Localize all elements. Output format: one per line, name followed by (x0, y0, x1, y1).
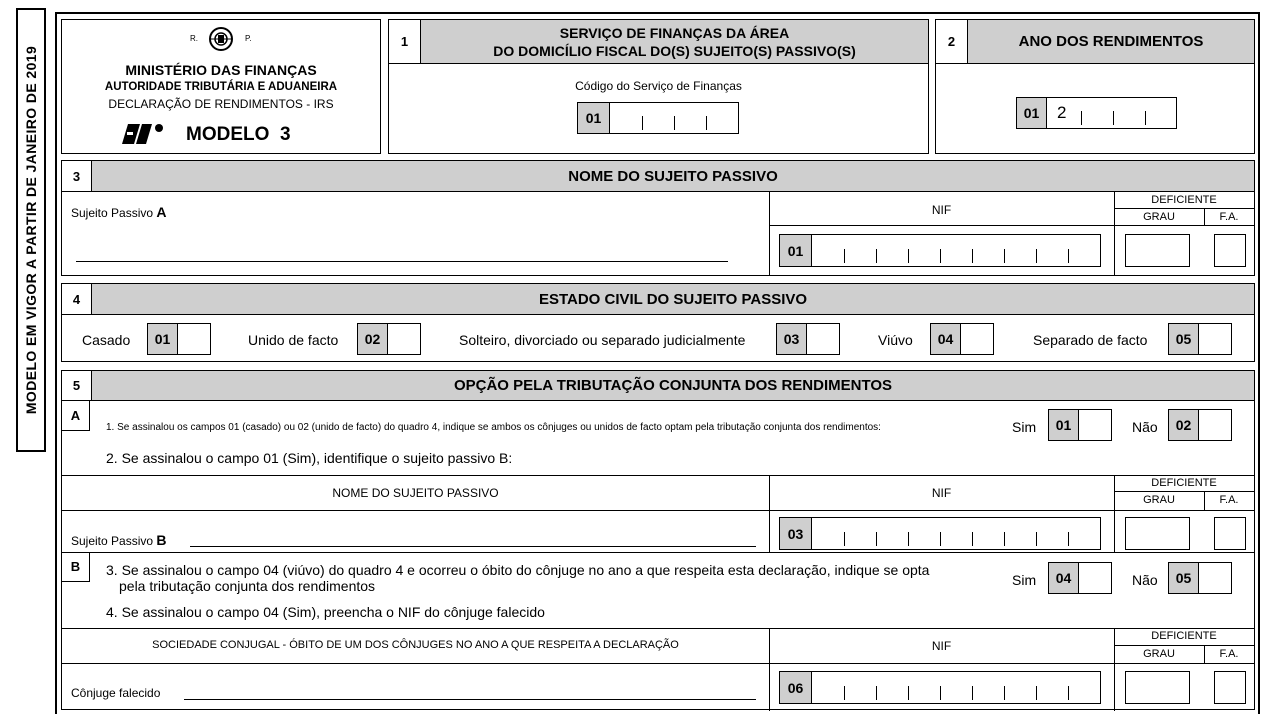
cell-divider (908, 249, 909, 263)
name-column-header: NOME DO SUJEITO PASSIVO (332, 486, 499, 500)
model-label: MODELO 3 (186, 124, 291, 145)
joint-taxation-no-checkbox[interactable] (1168, 409, 1232, 441)
disability-degree-input[interactable] (1125, 671, 1190, 704)
deficiente-header: DEFICIENTE (1151, 194, 1217, 206)
sim-label: Sim (1012, 572, 1037, 588)
option-married-checkbox[interactable] (147, 323, 211, 355)
subject-b-nif-field[interactable] (779, 517, 1101, 550)
cell-divider (876, 686, 877, 700)
question-2-text: 2. Se assinalou o campo 01 (Sim), identifique o sujeito passivo B: (106, 450, 513, 466)
emblem-left-letter: R. (190, 34, 198, 43)
field-code: 01 (1017, 98, 1047, 128)
field-code: 02 (358, 324, 388, 354)
divider (62, 510, 1254, 511)
armed-forces-input[interactable] (1214, 671, 1246, 704)
cell-divider (908, 532, 909, 546)
subsection-a-letter: A (62, 401, 90, 431)
field-code: 05 (1169, 563, 1199, 593)
section-title-bar (968, 20, 1254, 64)
nif-cells[interactable] (812, 518, 1100, 549)
cell-divider (876, 532, 877, 546)
cell-divider (940, 249, 941, 263)
section-3-taxpayer-name (61, 160, 1255, 276)
divider (62, 628, 1254, 629)
section-title-bar (92, 161, 1254, 192)
question-4-text: 4. Se assinalou o campo 04 (Sim), preencha o NIF do cônjuge falecido (106, 604, 545, 620)
option-separated-label: Separado de facto (1033, 332, 1148, 348)
validity-text: MODELO EM VIGOR A PARTIR DE JANEIRO DE 2019 (23, 45, 39, 415)
grau-header: GRAU (1143, 211, 1175, 223)
joint-taxation-yes-checkbox[interactable] (1048, 409, 1112, 441)
coat-of-arms-icon (208, 26, 234, 52)
section-title: ESTADO CIVIL DO SUJEITO PASSIVO (538, 290, 808, 308)
cell-divider (844, 686, 845, 700)
field-code: 01 (1049, 410, 1079, 440)
checkbox-value[interactable] (388, 324, 420, 354)
income-year-cells[interactable] (1047, 98, 1176, 128)
income-year-field[interactable] (1016, 97, 1177, 129)
nif-cells[interactable] (812, 672, 1100, 703)
checkbox-value[interactable] (961, 324, 993, 354)
fa-header: F.A. (1219, 494, 1239, 506)
section-number: 3 (62, 161, 92, 192)
cell-divider (940, 532, 941, 546)
cell-divider (908, 686, 909, 700)
cell-divider (706, 116, 707, 130)
at-logo-icon (118, 120, 164, 146)
divider (1114, 645, 1254, 646)
widowed-joint-yes-checkbox[interactable] (1048, 562, 1112, 594)
deceased-spouse-nif-field[interactable] (779, 671, 1101, 704)
cell-divider (972, 532, 973, 546)
authority-name: AUTORIDADE TRIBUTÁRIA E ADUANEIRA (104, 81, 338, 93)
subject-b-name-line[interactable] (190, 546, 756, 547)
income-year-value: 2 (1057, 103, 1067, 122)
cell-divider (844, 249, 845, 263)
field-code: 03 (777, 324, 807, 354)
checkbox-value[interactable] (1199, 410, 1231, 440)
tax-office-code-cells[interactable] (610, 103, 738, 133)
checkbox-value[interactable] (1079, 410, 1111, 440)
section-4-marital-status (61, 283, 1255, 362)
nif-header: NIF (931, 486, 952, 500)
widowed-joint-no-checkbox[interactable] (1168, 562, 1232, 594)
checkbox-value[interactable] (1199, 563, 1231, 593)
field-code: 01 (578, 103, 610, 133)
nif-header: NIF (931, 203, 952, 217)
checkbox-value[interactable] (178, 324, 210, 354)
declaration-name: DECLARAÇÃO DE RENDIMENTOS - IRS (108, 97, 334, 111)
sim-label: Sim (1012, 419, 1037, 435)
section-number: 5 (62, 371, 92, 401)
ministry-name: MINISTÉRIO DAS FINANÇAS (125, 62, 317, 78)
subject-b-label: Sujeito Passivo B (71, 532, 167, 548)
divider (769, 225, 1114, 226)
question-1-text: 1. Se assinalou os campos 01 (casado) ou 02 (unido de facto) do quadro 4, indique se ambos os cônjuges ou unidos de facto optam pela tributação conjunta dos rendimentos: (106, 422, 881, 433)
option-single-label: Solteiro, divorciado ou separado judicialmente (459, 332, 746, 348)
option-separated-checkbox[interactable] (1168, 323, 1232, 355)
option-married-label: Casado (82, 332, 131, 348)
field-code: 02 (1169, 410, 1199, 440)
armed-forces-input[interactable] (1214, 517, 1246, 550)
checkbox-value[interactable] (1199, 324, 1231, 354)
deceased-spouse-name-line[interactable] (184, 699, 756, 700)
cell-divider (674, 116, 675, 130)
grau-header: GRAU (1143, 494, 1175, 506)
field-code: 04 (931, 324, 961, 354)
divider (62, 552, 1254, 553)
tax-office-code-field[interactable] (577, 102, 739, 134)
cell-divider (1145, 111, 1146, 125)
subject-a-label: Sujeito Passivo A (71, 204, 167, 220)
option-single-checkbox[interactable] (776, 323, 840, 355)
cell-divider (844, 532, 845, 546)
cell-divider (1068, 249, 1069, 263)
cell-divider (1036, 249, 1037, 263)
cell-divider (1004, 532, 1005, 546)
cell-divider (972, 686, 973, 700)
cell-divider (1068, 532, 1069, 546)
armed-forces-input[interactable] (1214, 234, 1246, 267)
section-number: 2 (936, 20, 968, 64)
checkbox-value[interactable] (807, 324, 839, 354)
section-2-income-year (935, 19, 1255, 154)
fa-header: F.A. (1219, 648, 1239, 660)
option-civil-union-label: Unido de facto (248, 332, 339, 348)
disability-degree-input[interactable] (1125, 517, 1190, 550)
grau-header: GRAU (1143, 648, 1175, 660)
section-title-line2: DO DOMICÍLIO FISCAL DO(S) SUJEITO(S) PASSIVO(S) (493, 43, 856, 59)
deficiente-header: DEFICIENTE (1151, 477, 1217, 489)
nao-label: Não (1132, 419, 1158, 435)
field-code: 03 (780, 518, 812, 549)
field-code: 06 (780, 672, 812, 703)
section-title: NOME DO SUJEITO PASSIVO (568, 167, 778, 185)
section-number: 1 (389, 20, 421, 64)
disability-degree-input[interactable] (1125, 234, 1190, 267)
cell-divider (1036, 686, 1037, 700)
cell-divider (1068, 686, 1069, 700)
section-number: 4 (62, 284, 92, 315)
deficiente-header: DEFICIENTE (1151, 630, 1217, 642)
subject-a-nif-field[interactable] (779, 234, 1101, 267)
divider (1114, 208, 1254, 209)
question-3-text-line1: 3. Se assinalou o campo 04 (viúvo) do quadro 4 e ocorreu o óbito do cônjuge no ano a que respeita esta declaração, indique se opta (106, 562, 930, 578)
section-title-bar (421, 20, 928, 64)
cell-divider (972, 249, 973, 263)
cell-divider (1004, 686, 1005, 700)
section-title-bar (92, 284, 1254, 315)
cell-divider (1081, 111, 1082, 125)
section-title-bar (92, 371, 1254, 401)
option-widowed-label: Viúvo (878, 332, 913, 348)
cell-divider (1036, 532, 1037, 546)
divider (62, 663, 1254, 664)
nif-header: NIF (931, 639, 952, 653)
field-code: 05 (1169, 324, 1199, 354)
option-widowed-checkbox[interactable] (930, 323, 994, 355)
ministry-header (61, 19, 381, 154)
field-code: 01 (780, 235, 812, 266)
cell-divider (1113, 111, 1114, 125)
checkbox-value[interactable] (1079, 563, 1111, 593)
cell-divider (1004, 249, 1005, 263)
society-column-header: SOCIEDADE CONJUGAL - ÓBITO DE UM DOS CÔNJUGES NO ANO A QUE RESPEITA A DECLARAÇÃO (152, 639, 679, 651)
cell-divider (876, 249, 877, 263)
section-title: ANO DOS RENDIMENTOS (1018, 33, 1204, 50)
field-code: 01 (148, 324, 178, 354)
section-1-tax-office (388, 19, 929, 154)
subject-a-name-line[interactable] (76, 261, 728, 262)
section-5-joint-taxation (61, 370, 1255, 710)
section-title: OPÇÃO PELA TRIBUTAÇÃO CONJUNTA DOS RENDIMENTOS (453, 377, 893, 394)
option-civil-union-checkbox[interactable] (357, 323, 421, 355)
divider (1114, 225, 1254, 226)
side-vertical-label (16, 8, 46, 452)
cell-divider (940, 686, 941, 700)
subsection-b-letter: B (62, 552, 90, 582)
nao-label: Não (1132, 572, 1158, 588)
cell-divider (642, 116, 643, 130)
fa-header: F.A. (1219, 211, 1239, 223)
divider (62, 475, 1254, 476)
emblem-right-letter: P. (245, 34, 252, 43)
deceased-spouse-label: Cônjuge falecido (71, 686, 161, 700)
section-title-line1: SERVIÇO DE FINANÇAS DA ÁREA (559, 25, 790, 41)
tax-office-code-label: Código do Serviço de Finanças (575, 79, 742, 93)
question-3-text-line2: pela tributação conjunta dos rendimentos (119, 578, 376, 594)
field-code: 04 (1049, 563, 1079, 593)
divider (1114, 491, 1254, 492)
nif-cells[interactable] (812, 235, 1100, 266)
